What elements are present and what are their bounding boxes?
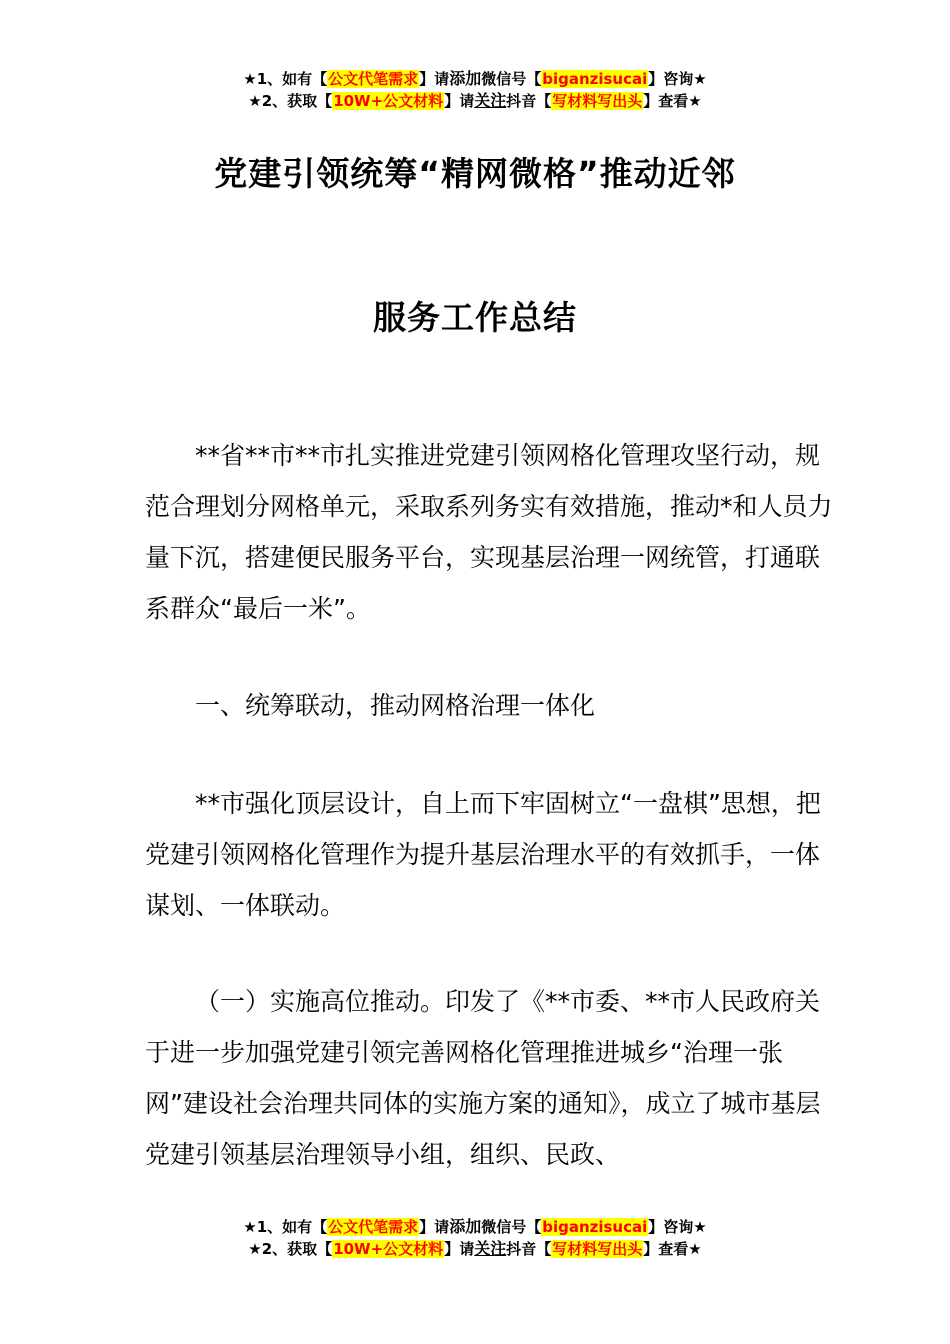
banner-line-2: ★2、获取【10W+公文材料】请关注抖音【写材料写出头】查看★ xyxy=(248,1239,702,1258)
banner-highlight-materials: 10W+公文材料 xyxy=(333,1240,444,1258)
paragraph-intro: **省**市**市扎实推进党建引领网格化管理攻坚行动，规范合理划分网格单元，采取系列务实有效措施，推动*和人员力量下沉，搭建便民服务平台，实现基层治理一网统管，打通联系群众“最后一米”。 xyxy=(145,441,833,623)
paragraph-section-1: **市强化顶层设计，自上而下牢固树立“一盘棋”思想，把党建引领网格化管理作为提升基层治理水平的有效抓手，一体谋划、一体联动。 xyxy=(145,789,821,920)
banner-highlight-douyin: 写材料写出头 xyxy=(552,1240,643,1258)
section-heading-1: 一、统筹联动，推动网格治理一体化 xyxy=(195,691,596,720)
paragraph-subsection-1: （一）实施高位推动。印发了《**市委、**市人民政府关于进一步加强党建引领完善网格化管理推进城乡“治理一张网”建设社会治理共同体的实施方案的通知》，成立了城市基层党建引领基层治理领导小组，组织、民政、 xyxy=(145,987,821,1169)
banner-line-1: ★1、如有【公文代笔需求】请添加微信号【biganzisucai】咨询★ xyxy=(243,1217,707,1236)
header-banner xyxy=(0,68,950,112)
banner-highlight-service: 公文代笔需求 xyxy=(328,70,419,88)
banner-highlight-materials: 10W+公文材料 xyxy=(333,92,444,110)
banner-line-1: ★1、如有【公文代笔需求】请添加微信号【biganzisucai】咨询★ xyxy=(243,69,707,88)
banner-highlight-service: 公文代笔需求 xyxy=(328,1218,419,1236)
document-title-line-1: 党建引领统筹“精网微格”推动近邻 xyxy=(214,154,736,193)
banner-highlight-douyin: 写材料写出头 xyxy=(552,92,643,110)
banner-highlight-wechat: biganzisucai xyxy=(542,70,648,88)
banner-line-2: ★2、获取【10W+公文材料】请关注抖音【写材料写出头】查看★ xyxy=(248,91,702,110)
banner-highlight-wechat: biganzisucai xyxy=(542,1218,648,1236)
footer-banner xyxy=(0,1216,950,1260)
document-title-line-2: 服务工作总结 xyxy=(373,298,577,337)
